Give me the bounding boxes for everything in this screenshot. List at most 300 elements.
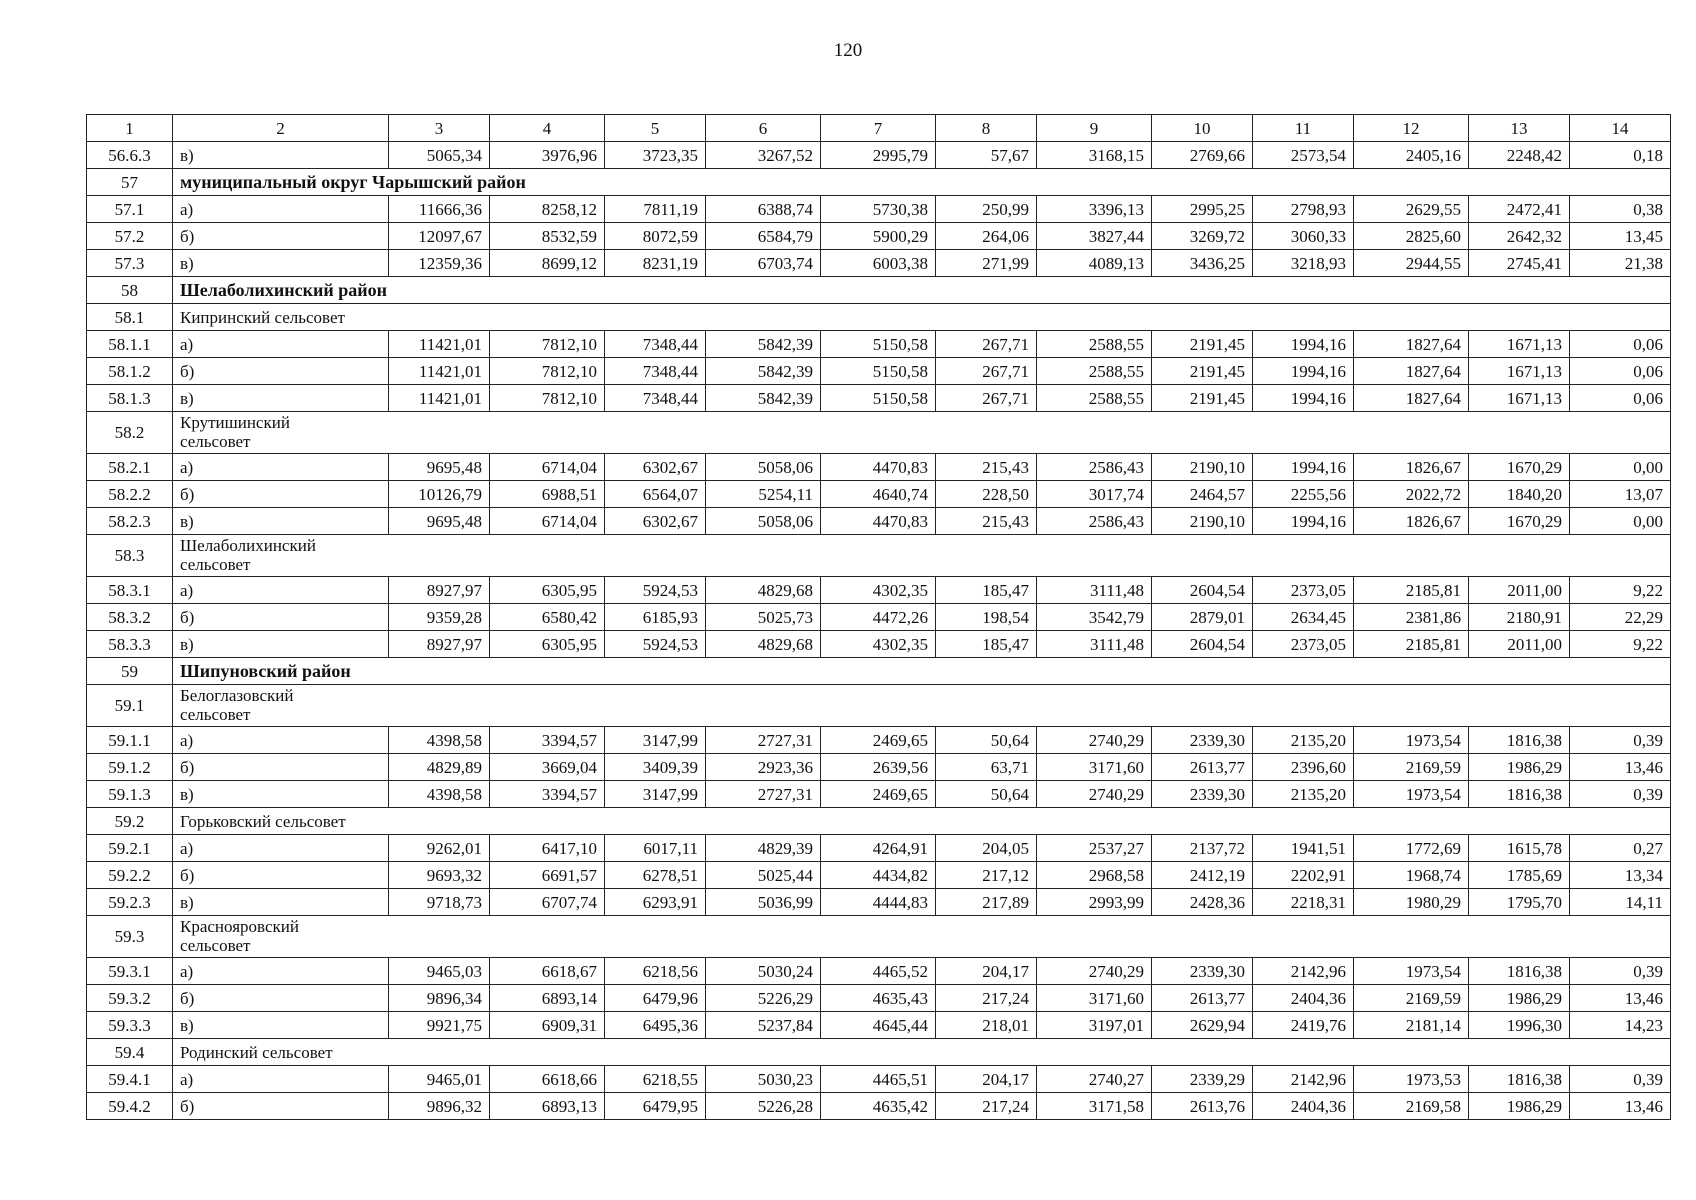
row-code: 58.3.1 bbox=[87, 577, 173, 604]
row-label: а) bbox=[173, 958, 389, 985]
column-header: 4 bbox=[490, 115, 605, 142]
row-code: 59.3.1 bbox=[87, 958, 173, 985]
value-cell: 13,34 bbox=[1570, 862, 1671, 889]
value-cell: 0,06 bbox=[1570, 331, 1671, 358]
value-cell: 4640,74 bbox=[821, 481, 936, 508]
value-cell: 264,06 bbox=[936, 223, 1037, 250]
value-cell: 0,06 bbox=[1570, 385, 1671, 412]
value-cell: 228,50 bbox=[936, 481, 1037, 508]
value-cell: 4434,82 bbox=[821, 862, 936, 889]
value-cell: 8072,59 bbox=[605, 223, 706, 250]
value-cell: 1994,16 bbox=[1253, 508, 1354, 535]
value-cell: 250,99 bbox=[936, 196, 1037, 223]
value-cell: 1772,69 bbox=[1354, 835, 1469, 862]
value-cell: 0,39 bbox=[1570, 958, 1671, 985]
value-cell: 2190,10 bbox=[1152, 454, 1253, 481]
value-cell: 2727,31 bbox=[706, 781, 821, 808]
value-cell: 1827,64 bbox=[1354, 385, 1469, 412]
value-cell: 21,38 bbox=[1570, 250, 1671, 277]
value-cell: 5025,44 bbox=[706, 862, 821, 889]
row-code: 58.2 bbox=[87, 412, 173, 454]
row-code: 59.3.3 bbox=[87, 1012, 173, 1039]
value-cell: 6218,56 bbox=[605, 958, 706, 985]
value-cell: 50,64 bbox=[936, 727, 1037, 754]
value-cell: 1670,29 bbox=[1469, 454, 1570, 481]
value-cell: 2727,31 bbox=[706, 727, 821, 754]
value-cell: 0,00 bbox=[1570, 508, 1671, 535]
value-cell: 2740,29 bbox=[1037, 727, 1152, 754]
value-cell: 9896,32 bbox=[389, 1093, 490, 1120]
value-cell: 2011,00 bbox=[1469, 577, 1570, 604]
value-cell: 1671,13 bbox=[1469, 358, 1570, 385]
value-cell: 4398,58 bbox=[389, 727, 490, 754]
value-cell: 2396,60 bbox=[1253, 754, 1354, 781]
value-cell: 2629,55 bbox=[1354, 196, 1469, 223]
row-label: б) bbox=[173, 481, 389, 508]
value-cell: 3060,33 bbox=[1253, 223, 1354, 250]
value-cell: 2169,59 bbox=[1354, 754, 1469, 781]
table-row bbox=[87, 727, 1671, 754]
value-cell: 6003,38 bbox=[821, 250, 936, 277]
row-code: 59.2.3 bbox=[87, 889, 173, 916]
row-code: 59.4.1 bbox=[87, 1066, 173, 1093]
table-row bbox=[87, 1093, 1671, 1120]
value-cell: 9718,73 bbox=[389, 889, 490, 916]
value-cell: 2923,36 bbox=[706, 754, 821, 781]
row-label: а) bbox=[173, 835, 389, 862]
value-cell: 2137,72 bbox=[1152, 835, 1253, 862]
column-header: 5 bbox=[605, 115, 706, 142]
value-cell: 4444,83 bbox=[821, 889, 936, 916]
value-cell: 6618,66 bbox=[490, 1066, 605, 1093]
row-title: Крутишинский сельсовет bbox=[180, 413, 290, 451]
table-row bbox=[87, 631, 1671, 658]
value-cell: 5842,39 bbox=[706, 358, 821, 385]
value-cell: 9896,34 bbox=[389, 985, 490, 1012]
row-label: а) bbox=[173, 454, 389, 481]
row-label: б) bbox=[173, 358, 389, 385]
value-cell: 5924,53 bbox=[605, 631, 706, 658]
value-cell: 9,22 bbox=[1570, 577, 1671, 604]
value-cell: 11421,01 bbox=[389, 331, 490, 358]
value-cell: 6714,04 bbox=[490, 454, 605, 481]
value-cell: 1994,16 bbox=[1253, 454, 1354, 481]
value-cell: 2472,41 bbox=[1469, 196, 1570, 223]
page-number: 120 bbox=[833, 40, 863, 61]
value-cell: 6564,07 bbox=[605, 481, 706, 508]
value-cell: 2180,91 bbox=[1469, 604, 1570, 631]
value-cell: 2634,45 bbox=[1253, 604, 1354, 631]
value-cell: 9921,75 bbox=[389, 1012, 490, 1039]
value-cell: 13,46 bbox=[1570, 985, 1671, 1012]
value-cell: 2639,56 bbox=[821, 754, 936, 781]
table-row bbox=[87, 196, 1671, 223]
table-row bbox=[87, 142, 1671, 169]
value-cell: 2339,29 bbox=[1152, 1066, 1253, 1093]
settlement-name bbox=[173, 304, 1671, 331]
value-cell: 2169,59 bbox=[1354, 985, 1469, 1012]
value-cell: 2995,25 bbox=[1152, 196, 1253, 223]
value-cell: 1816,38 bbox=[1469, 958, 1570, 985]
value-cell: 1968,74 bbox=[1354, 862, 1469, 889]
column-header: 6 bbox=[706, 115, 821, 142]
table-row bbox=[87, 1012, 1671, 1039]
value-cell: 2613,76 bbox=[1152, 1093, 1253, 1120]
value-cell: 6714,04 bbox=[490, 508, 605, 535]
value-cell: 2469,65 bbox=[821, 781, 936, 808]
value-cell: 2995,79 bbox=[821, 142, 936, 169]
value-cell: 2142,96 bbox=[1253, 958, 1354, 985]
value-cell: 5150,58 bbox=[821, 358, 936, 385]
value-cell: 1994,16 bbox=[1253, 385, 1354, 412]
value-cell: 2381,86 bbox=[1354, 604, 1469, 631]
value-cell: 5065,34 bbox=[389, 142, 490, 169]
value-cell: 2745,41 bbox=[1469, 250, 1570, 277]
value-cell: 204,17 bbox=[936, 958, 1037, 985]
value-cell: 2769,66 bbox=[1152, 142, 1253, 169]
value-cell: 5924,53 bbox=[605, 577, 706, 604]
table-row bbox=[87, 958, 1671, 985]
value-cell: 4829,68 bbox=[706, 631, 821, 658]
row-label: в) bbox=[173, 631, 389, 658]
value-cell: 6988,51 bbox=[490, 481, 605, 508]
value-cell: 3409,39 bbox=[605, 754, 706, 781]
value-cell: 5237,84 bbox=[706, 1012, 821, 1039]
value-cell: 4302,35 bbox=[821, 577, 936, 604]
row-code: 58 bbox=[87, 277, 173, 304]
value-cell: 3171,58 bbox=[1037, 1093, 1152, 1120]
row-label: в) bbox=[173, 889, 389, 916]
value-cell: 3171,60 bbox=[1037, 985, 1152, 1012]
value-cell: 1816,38 bbox=[1469, 781, 1570, 808]
value-cell: 11421,01 bbox=[389, 385, 490, 412]
value-cell: 1986,29 bbox=[1469, 1093, 1570, 1120]
value-cell: 2339,30 bbox=[1152, 958, 1253, 985]
value-cell: 2613,77 bbox=[1152, 754, 1253, 781]
value-cell: 2588,55 bbox=[1037, 358, 1152, 385]
row-code: 59.2 bbox=[87, 808, 173, 835]
value-cell: 6707,74 bbox=[490, 889, 605, 916]
value-cell: 0,06 bbox=[1570, 358, 1671, 385]
value-cell: 2412,19 bbox=[1152, 862, 1253, 889]
value-cell: 12359,36 bbox=[389, 250, 490, 277]
row-code: 56.6.3 bbox=[87, 142, 173, 169]
column-header: 14 bbox=[1570, 115, 1671, 142]
value-cell: 13,46 bbox=[1570, 754, 1671, 781]
value-cell: 3171,60 bbox=[1037, 754, 1152, 781]
value-cell: 2405,16 bbox=[1354, 142, 1469, 169]
value-cell: 5030,23 bbox=[706, 1066, 821, 1093]
value-cell: 204,05 bbox=[936, 835, 1037, 862]
value-cell: 3723,35 bbox=[605, 142, 706, 169]
column-header: 12 bbox=[1354, 115, 1469, 142]
table-row bbox=[87, 508, 1671, 535]
value-cell: 1986,29 bbox=[1469, 985, 1570, 1012]
table-row bbox=[87, 862, 1671, 889]
value-cell: 2404,36 bbox=[1253, 1093, 1354, 1120]
value-cell: 0,39 bbox=[1570, 1066, 1671, 1093]
value-cell: 2022,72 bbox=[1354, 481, 1469, 508]
tariff-table bbox=[86, 114, 1671, 1120]
value-cell: 8927,97 bbox=[389, 631, 490, 658]
column-header: 10 bbox=[1152, 115, 1253, 142]
row-title: Горьковский сельсовет bbox=[180, 811, 346, 831]
value-cell: 8231,19 bbox=[605, 250, 706, 277]
value-cell: 1816,38 bbox=[1469, 1066, 1570, 1093]
row-code: 59.4 bbox=[87, 1039, 173, 1066]
value-cell: 1973,54 bbox=[1354, 781, 1469, 808]
value-cell: 1994,16 bbox=[1253, 358, 1354, 385]
value-cell: 2798,93 bbox=[1253, 196, 1354, 223]
value-cell: 3267,52 bbox=[706, 142, 821, 169]
value-cell: 7812,10 bbox=[490, 358, 605, 385]
row-code: 58.3 bbox=[87, 535, 173, 577]
value-cell: 6893,14 bbox=[490, 985, 605, 1012]
row-code: 59.1.3 bbox=[87, 781, 173, 808]
row-code: 58.2.1 bbox=[87, 454, 173, 481]
value-cell: 5150,58 bbox=[821, 331, 936, 358]
value-cell: 6691,57 bbox=[490, 862, 605, 889]
value-cell: 217,24 bbox=[936, 985, 1037, 1012]
value-cell: 2142,96 bbox=[1253, 1066, 1354, 1093]
row-code: 58.3.3 bbox=[87, 631, 173, 658]
value-cell: 5900,29 bbox=[821, 223, 936, 250]
settlement-name bbox=[173, 685, 1671, 727]
row-label: б) bbox=[173, 604, 389, 631]
settlement-name bbox=[173, 916, 1671, 958]
value-cell: 7812,10 bbox=[490, 331, 605, 358]
value-cell: 1994,16 bbox=[1253, 331, 1354, 358]
value-cell: 5030,24 bbox=[706, 958, 821, 985]
value-cell: 7348,44 bbox=[605, 358, 706, 385]
value-cell: 6909,31 bbox=[490, 1012, 605, 1039]
value-cell: 2469,65 bbox=[821, 727, 936, 754]
header-row bbox=[87, 115, 1671, 142]
value-cell: 3218,93 bbox=[1253, 250, 1354, 277]
value-cell: 2993,99 bbox=[1037, 889, 1152, 916]
column-header: 1 bbox=[87, 115, 173, 142]
row-code: 57 bbox=[87, 169, 173, 196]
table-row bbox=[87, 835, 1671, 862]
row-code: 59.2.1 bbox=[87, 835, 173, 862]
value-cell: 3976,96 bbox=[490, 142, 605, 169]
value-cell: 11666,36 bbox=[389, 196, 490, 223]
value-cell: 2537,27 bbox=[1037, 835, 1152, 862]
row-title: Белоглазовский сельсовет bbox=[180, 686, 294, 724]
row-code: 59.1 bbox=[87, 685, 173, 727]
value-cell: 10126,79 bbox=[389, 481, 490, 508]
value-cell: 1816,38 bbox=[1469, 727, 1570, 754]
settlement-name bbox=[173, 535, 1671, 577]
column-header: 9 bbox=[1037, 115, 1152, 142]
value-cell: 4645,44 bbox=[821, 1012, 936, 1039]
value-cell: 5842,39 bbox=[706, 331, 821, 358]
value-cell: 12097,67 bbox=[389, 223, 490, 250]
value-cell: 8699,12 bbox=[490, 250, 605, 277]
value-cell: 1996,30 bbox=[1469, 1012, 1570, 1039]
value-cell: 1973,53 bbox=[1354, 1066, 1469, 1093]
row-label: б) bbox=[173, 985, 389, 1012]
value-cell: 1615,78 bbox=[1469, 835, 1570, 862]
value-cell: 218,01 bbox=[936, 1012, 1037, 1039]
value-cell: 1795,70 bbox=[1469, 889, 1570, 916]
value-cell: 215,43 bbox=[936, 508, 1037, 535]
value-cell: 5254,11 bbox=[706, 481, 821, 508]
value-cell: 3827,44 bbox=[1037, 223, 1152, 250]
value-cell: 204,17 bbox=[936, 1066, 1037, 1093]
row-label: в) bbox=[173, 142, 389, 169]
value-cell: 3111,48 bbox=[1037, 577, 1152, 604]
value-cell: 4635,42 bbox=[821, 1093, 936, 1120]
value-cell: 1986,29 bbox=[1469, 754, 1570, 781]
value-cell: 217,24 bbox=[936, 1093, 1037, 1120]
value-cell: 2740,29 bbox=[1037, 958, 1152, 985]
value-cell: 6618,67 bbox=[490, 958, 605, 985]
value-cell: 6893,13 bbox=[490, 1093, 605, 1120]
value-cell: 1671,13 bbox=[1469, 331, 1570, 358]
row-label: б) bbox=[173, 862, 389, 889]
row-code: 59.2.2 bbox=[87, 862, 173, 889]
value-cell: 8927,97 bbox=[389, 577, 490, 604]
value-cell: 2588,55 bbox=[1037, 385, 1152, 412]
table-row bbox=[87, 481, 1671, 508]
value-cell: 4829,89 bbox=[389, 754, 490, 781]
value-cell: 2169,58 bbox=[1354, 1093, 1469, 1120]
value-cell: 3269,72 bbox=[1152, 223, 1253, 250]
value-cell: 267,71 bbox=[936, 331, 1037, 358]
value-cell: 3111,48 bbox=[1037, 631, 1152, 658]
value-cell: 2191,45 bbox=[1152, 331, 1253, 358]
value-cell: 9693,32 bbox=[389, 862, 490, 889]
value-cell: 3394,57 bbox=[490, 727, 605, 754]
value-cell: 0,18 bbox=[1570, 142, 1671, 169]
value-cell: 13,46 bbox=[1570, 1093, 1671, 1120]
value-cell: 6218,55 bbox=[605, 1066, 706, 1093]
table-row bbox=[87, 754, 1671, 781]
district-name bbox=[173, 169, 1671, 196]
row-label: б) bbox=[173, 754, 389, 781]
value-cell: 1827,64 bbox=[1354, 331, 1469, 358]
value-cell: 4398,58 bbox=[389, 781, 490, 808]
row-label: в) bbox=[173, 385, 389, 412]
value-cell: 7811,19 bbox=[605, 196, 706, 223]
value-cell: 1973,54 bbox=[1354, 727, 1469, 754]
value-cell: 4470,83 bbox=[821, 454, 936, 481]
row-code: 59.1.1 bbox=[87, 727, 173, 754]
value-cell: 2740,29 bbox=[1037, 781, 1152, 808]
row-label: в) bbox=[173, 250, 389, 277]
row-label: а) bbox=[173, 727, 389, 754]
value-cell: 2339,30 bbox=[1152, 727, 1253, 754]
value-cell: 2604,54 bbox=[1152, 577, 1253, 604]
row-code: 59 bbox=[87, 658, 173, 685]
row-code: 59.4.2 bbox=[87, 1093, 173, 1120]
value-cell: 2740,27 bbox=[1037, 1066, 1152, 1093]
value-cell: 6017,11 bbox=[605, 835, 706, 862]
value-cell: 2248,42 bbox=[1469, 142, 1570, 169]
value-cell: 2339,30 bbox=[1152, 781, 1253, 808]
table-row bbox=[87, 454, 1671, 481]
value-cell: 13,07 bbox=[1570, 481, 1671, 508]
value-cell: 6278,51 bbox=[605, 862, 706, 889]
table-row bbox=[87, 358, 1671, 385]
value-cell: 5226,28 bbox=[706, 1093, 821, 1120]
district-name bbox=[173, 277, 1671, 304]
value-cell: 2135,20 bbox=[1253, 727, 1354, 754]
settlement-name bbox=[173, 1039, 1671, 1066]
district-name bbox=[173, 658, 1671, 685]
value-cell: 14,23 bbox=[1570, 1012, 1671, 1039]
table-row bbox=[87, 889, 1671, 916]
row-code: 57.2 bbox=[87, 223, 173, 250]
district-row bbox=[87, 169, 1671, 196]
value-cell: 0,39 bbox=[1570, 727, 1671, 754]
value-cell: 1785,69 bbox=[1469, 862, 1570, 889]
value-cell: 2588,55 bbox=[1037, 331, 1152, 358]
value-cell: 185,47 bbox=[936, 577, 1037, 604]
row-code: 58.2.2 bbox=[87, 481, 173, 508]
table-row bbox=[87, 577, 1671, 604]
row-label: в) bbox=[173, 1012, 389, 1039]
value-cell: 13,45 bbox=[1570, 223, 1671, 250]
value-cell: 2586,43 bbox=[1037, 454, 1152, 481]
value-cell: 6388,74 bbox=[706, 196, 821, 223]
column-header: 7 bbox=[821, 115, 936, 142]
settlement-name bbox=[173, 412, 1671, 454]
value-cell: 9,22 bbox=[1570, 631, 1671, 658]
value-cell: 2573,54 bbox=[1253, 142, 1354, 169]
value-cell: 5058,06 bbox=[706, 454, 821, 481]
row-title: Родинский сельсовет bbox=[180, 1042, 333, 1062]
value-cell: 5842,39 bbox=[706, 385, 821, 412]
value-cell: 198,54 bbox=[936, 604, 1037, 631]
column-header: 8 bbox=[936, 115, 1037, 142]
value-cell: 6302,67 bbox=[605, 454, 706, 481]
row-title: Краснояровский сельсовет bbox=[180, 917, 299, 955]
value-cell: 3147,99 bbox=[605, 727, 706, 754]
value-cell: 2825,60 bbox=[1354, 223, 1469, 250]
row-label: в) bbox=[173, 508, 389, 535]
value-cell: 0,39 bbox=[1570, 781, 1671, 808]
settlement-row bbox=[87, 685, 1671, 727]
table-row bbox=[87, 250, 1671, 277]
value-cell: 4472,26 bbox=[821, 604, 936, 631]
value-cell: 1826,67 bbox=[1354, 454, 1469, 481]
value-cell: 4465,52 bbox=[821, 958, 936, 985]
value-cell: 2604,54 bbox=[1152, 631, 1253, 658]
value-cell: 4829,39 bbox=[706, 835, 821, 862]
row-code: 59.3.2 bbox=[87, 985, 173, 1012]
row-code: 58.1.2 bbox=[87, 358, 173, 385]
value-cell: 2586,43 bbox=[1037, 508, 1152, 535]
settlement-row bbox=[87, 412, 1671, 454]
value-cell: 1671,13 bbox=[1469, 385, 1570, 412]
value-cell: 4465,51 bbox=[821, 1066, 936, 1093]
value-cell: 63,71 bbox=[936, 754, 1037, 781]
value-cell: 2642,32 bbox=[1469, 223, 1570, 250]
table-row bbox=[87, 223, 1671, 250]
value-cell: 6293,91 bbox=[605, 889, 706, 916]
value-cell: 5036,99 bbox=[706, 889, 821, 916]
row-label: а) bbox=[173, 331, 389, 358]
value-cell: 5150,58 bbox=[821, 385, 936, 412]
value-cell: 8532,59 bbox=[490, 223, 605, 250]
value-cell: 2629,94 bbox=[1152, 1012, 1253, 1039]
value-cell: 2879,01 bbox=[1152, 604, 1253, 631]
column-header: 2 bbox=[173, 115, 389, 142]
value-cell: 271,99 bbox=[936, 250, 1037, 277]
row-title: Шелаболихинский сельсовет bbox=[180, 536, 316, 574]
